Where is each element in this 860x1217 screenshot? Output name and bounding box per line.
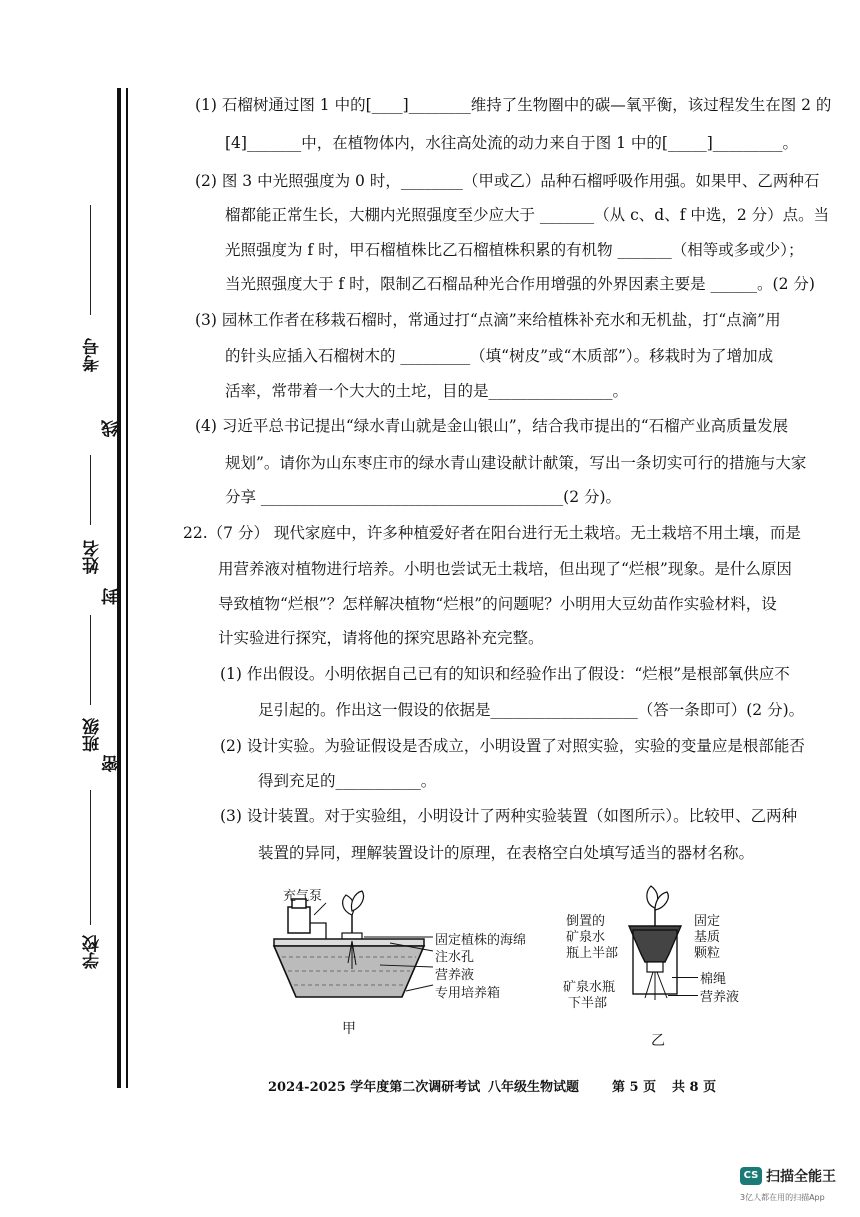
yi-label-top-left-1: 倒置的 [566,914,606,929]
footer-exam: 2024-2025 学年度第二次调研考试 [268,1080,481,1095]
q21-line: 活率，常带着一个大大的土坨，目的是________________。 [225,382,629,400]
jia-label-sponge: 固定植株的海绵 [435,933,527,948]
q21-line: (3) 园林工作者在移栽石榴时，常通过打“点滴”来给植株补充水和无机盐，打“点滴”用 [195,311,781,329]
q21-line: 分享 _______________________________________(2 分)。 [225,488,622,506]
footer-subject: 八年级生物试题 [488,1080,580,1095]
name-label: 姓名 [83,540,103,574]
yi-leader-line [672,977,698,978]
q22-line: 装置的异同，理解装置设计的原理，在表格空白处填写适当的器材名称。 [258,844,755,862]
school-blank-upper [90,790,91,890]
exam-no-label: 考号 [83,338,103,372]
yi-apparatus-drawing [615,880,695,1010]
yi-label-bottom-left-1: 矿泉水瓶 [563,980,616,995]
yi-label-top-left-3: 瓶上半部 [566,946,619,961]
q22-line: 22.（7 分） 现代家庭中，许多种植爱好者在阳台进行无土栽培。无土栽培不用土壤，而是 [183,524,801,542]
q21-line: (4) 习近平总书记提出“绿水青山就是金山银山”，结合我市提出的“石榴产业高质量发展 [195,417,789,435]
q22-line: 导致植物“烂根”？怎样解决植物“烂根”的问题呢？小明用大豆幼苗作实验材料，设 [218,595,777,613]
footer-page: 第 5 页 [612,1080,657,1095]
q21-line: 光照强度为 f 时，甲石榴植株比乙石榴植株积累的有机物 _______（相等或多或少）； [225,241,804,259]
jia-caption: 甲 [342,1021,356,1037]
q21-line: (2) 图 3 中光照强度为 0 时，________（甲或乙）品种石榴呼吸作用强。如果甲、乙两种石 [195,172,820,190]
jia-label-hole: 注水孔 [435,950,475,965]
q22-line: (3) 设计装置。对于实验组，小明设计了两种实验装置（如图所示）。比较甲、乙两种 [220,807,798,825]
jia-apparatus-drawing [270,885,435,1015]
school-blank [90,890,91,925]
q21-line: (1) 石榴树通过图 1 中的[____]________维持了生物圈中的碳—氧平衡，该过程发生在图 2 的 [195,96,832,114]
q21-line: 当光照强度大于 f 时，限制乙石榴品种光合作用增强的外界因素主要是 ______。(2 分) [225,275,815,293]
yi-label-cord: 棉绳 [700,972,727,987]
seal-char-secret: 密 [102,755,122,772]
yi-leader-line [668,995,698,996]
q21-line: 榴都能正常生长，大棚内光照强度至少应大于 _______（从 c、d、f 中选，2 分）点。当 [225,206,830,224]
jia-label-box: 专用培养箱 [435,986,501,1001]
scanner-tagline: 3亿人都在用的扫描App [740,1193,825,1202]
seal-char-seal: 封 [102,588,122,605]
scanner-app-name: 扫描全能王 [766,1169,836,1185]
q22-line: (1) 作出假设。小明依据自己已有的知识和经验作出了假设：“烂根”是根部氧供应不 [220,665,790,683]
yi-label-top-right-1: 固定 [694,914,721,929]
seal-char-line: 线 [102,420,122,437]
class-label: 班级 [83,718,103,752]
jia-label-solution: 营养液 [435,968,475,983]
q22-line: 用营养液对植物进行培养。小明也尝试无土栽培，但出现了“烂根”现象。是什么原因 [218,560,792,578]
yi-label-bottom-left-2: 下半部 [568,996,608,1011]
school-label: 学校 [83,935,103,969]
q22-line: (2) 设计实验。为验证假设是否成立，小明设置了对照实验，实验的变量应是根部能否 [220,737,805,755]
q21-line: [4]_______中，在植物体内，水往高处流的动力来自于图 1 中的[_____]_________。 [225,134,799,152]
q22-line: 得到充足的___________。 [258,772,437,790]
yi-caption: 乙 [651,1033,665,1049]
scanner-badge-text: CS [743,1170,759,1181]
scanner-logo-icon [740,1167,762,1185]
margin-rule-thin [126,88,128,1088]
q21-line: 规划”。请你为山东枣庄市的绿水青山建设献计献策，写出一条切实可行的措施与大家 [225,454,807,472]
name-blank [90,455,91,525]
yi-label-solution: 营养液 [700,990,740,1005]
q22-line: 足引起的。作出这一假设的依据是___________________（答一条即可）(2 分)。 [258,701,805,719]
yi-label-top-left-2: 矿泉水 [566,930,606,945]
yi-label-top-right-2: 基质 [694,930,721,945]
yi-label-top-right-3: 颗粒 [694,946,721,961]
class-blank [90,615,91,705]
jia-label-pump: 充气泵 [283,889,323,904]
q22-line: 计实验进行探究，请将他的探究思路补充完整。 [218,629,544,647]
q21-line: 的针头应插入石榴树木的 _________（填“树皮”或“木质部”）。移栽时为了增加成 [225,347,774,365]
footer-total: 共 8 页 [672,1080,717,1095]
exam-no-blank [90,205,91,315]
